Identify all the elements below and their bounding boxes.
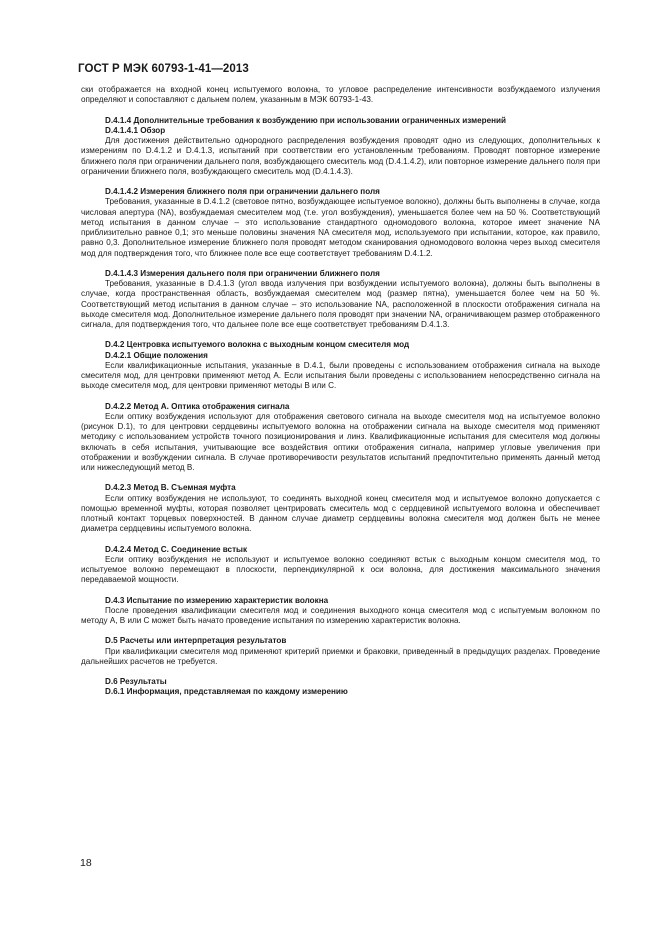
section-d4143-text: Требования, указанные в D.4.1.3 (угол ввода излучения при возбуждении испытуемого волокна), должны быть выполнены в случае, когда пространственная область, возбуждаемая смесителем мод (размер пятна), уменьшается более чем на 50 %. Соответствующий метод испытания в данном случае – это использование NA, расположенной в плоскости отображения сигнала на выходе смесителя мод. Дополнительное измерение дальнего поля проводят при значении NA, ограничивающем размер отображенного сигнала, для подтверждения того, что дальнее поле все еще соответствует требованиям D.4.1.3. [81,279,600,329]
section-d43-heading: D.4.3 Испытание по измерению характеристик волокна [105,595,329,605]
intro-paragraph: ски отображается на входной конец испытуемого волокна, то угловое распределение интенсивности возбуждаемого излучения определяют и сопоставляют с дальнем полем, указанным в МЭК 60793-1-43. [81,85,600,105]
section-d4143-heading: D.4.1.4.3 Измерения дальнего поля при ограничении ближнего поля [105,268,380,278]
section-d414-heading: D.4.1.4 Дополнительные требования к возбуждению при использовании ограниченных измерений [105,115,506,125]
section-d42-heading: D.4.2 Центровка испытуемого волокна с выходным концом смесителя мод [105,340,410,350]
section-d4142-text: Требования, указанные в D.4.1.2 (световое пятно, возбуждающее испытуемое волокно), должны быть выполнены в случае, когда числовая апертура (NA), возбуждаемая смесителем мод (т.е. угол возбуждения), уменьшается более чем на 50 %. Соответствующий метод испытания в данном случае – это использование стандартного одномодового волокна, которое имеет значение NA приблизительно равное 0,1; это меньше половины значения NA смесителя мод, используемого при испытании, которое, как правило, равно 0,3. Дополнительное измерение ближнего поля проводят методом сканирования одномодового волокна через выход смесителя мод для подтверждения того, что ближнее поле все еще соответствует требованиям D.4.1.2. [81,197,600,258]
section-d5-text: При квалификации смесителя мод применяют критерий приемки и браковки, приведенный в предыдущих разделах. Проведение дальнейших расчетов не требуется. [81,646,600,666]
document-body [81,85,600,698]
document-code-header: ГОСТ Р МЭК 60793-1-41—2013 [78,63,249,75]
section-d422-text: Если оптику возбуждения используют для отображения светового сигнала на выходе смесителя мод на испытуемое волокно (рисунок D.1), то для центровки сердцевины испытуемого волокна на отображении сигнала на выходе смесителя мод применяют методику с использованием устройств точного позиционирования и линз. Квалификационные испытания для смесителя мод должны включать в себя испытания, учитывающие все воздействия оптики отображения сигнала, например угловые увеличения при отображении и возбуждении сигнала. В случае противоречивости результатов испытаний предпочтительно применять данный метод или нижеследующий метод В. [81,411,600,472]
section-d6-heading: D.6 Результаты [105,677,167,686]
section-d423-text: Если оптику возбуждения не используют, то соединять выходной конец смесителя мод и испытуемое волокно допускается с помощью временной муфты, которая позволяет центрировать смеситель мод с сердцевиной испытуемого волокна и обеспечивает плотный контакт торцевых поверхностей. В данном случае диаметр сердцевины волокна смесителя мод должен быть не менее диаметра сердцевины испытуемого волокна. [81,493,600,534]
section-d424-text: Если оптику возбуждения не используют и испытуемое волокно соединяют встык с выходным концом смесителя мод, то испытуемое волокно перемещают в плоскости, перпендикулярной к оси волокна, для достижения максимального значения передаваемой мощности. [81,554,600,585]
section-d5-heading: D.5 Расчеты или интерпретация результатов [105,636,287,646]
section-d4141-heading: D.4.1.4.1 Обзор [105,125,166,135]
section-d421-heading: D.4.2.1 Общие положения [105,350,208,360]
section-d4142-heading: D.4.1.4.2 Измерения ближнего поля при ограничении дальнего поля [105,187,380,196]
section-d424-heading: D.4.2.4 Метод С. Соединение встык [105,544,248,554]
section-d4141-text: Для достижения действительно однородного распределения возбуждения проводят одно из следующих, дополнительных к измерениям по D.4.1.2 и D.4.1.3, испытаний при соответствии его установленным требованиям. Проводят повторное измерение ближнего поля при ограничении дальнего поля, возбуждающего смеситель мод (D.4.1.4.2), или повторное измерение дальнего поля при ограничении ближнего поля, возбуждающего смеситель мод (D.4.1.4.3). [81,136,600,176]
page-number: 18 [80,857,92,869]
section-d61-heading: D.6.1 Информация, представляемая по каждому измерению [105,687,348,697]
section-d43-text: После проведения квалификации смесителя мод и соединения выходного конца смесителя мод с испытуемым волокном по методу А, В или С может быть начато проведение испытания по измерению характеристик волокна. [81,605,600,625]
section-d422-heading: D.4.2.2 Метод А. Оптика отображения сигнала [105,401,290,411]
section-d423-heading: D.4.2.3 Метод В. Съемная муфта [105,483,236,493]
section-d421-text: Если квалификационные испытания, указанные в D.4.1, были проведены с использованием отображения сигнала на выходе смесителя мод, для центровки применяют метод А. Если испытания были проведены с использованием непосредственно сигнала на выходе смесителя мод, для центровки применяют методы В или С. [81,360,600,391]
